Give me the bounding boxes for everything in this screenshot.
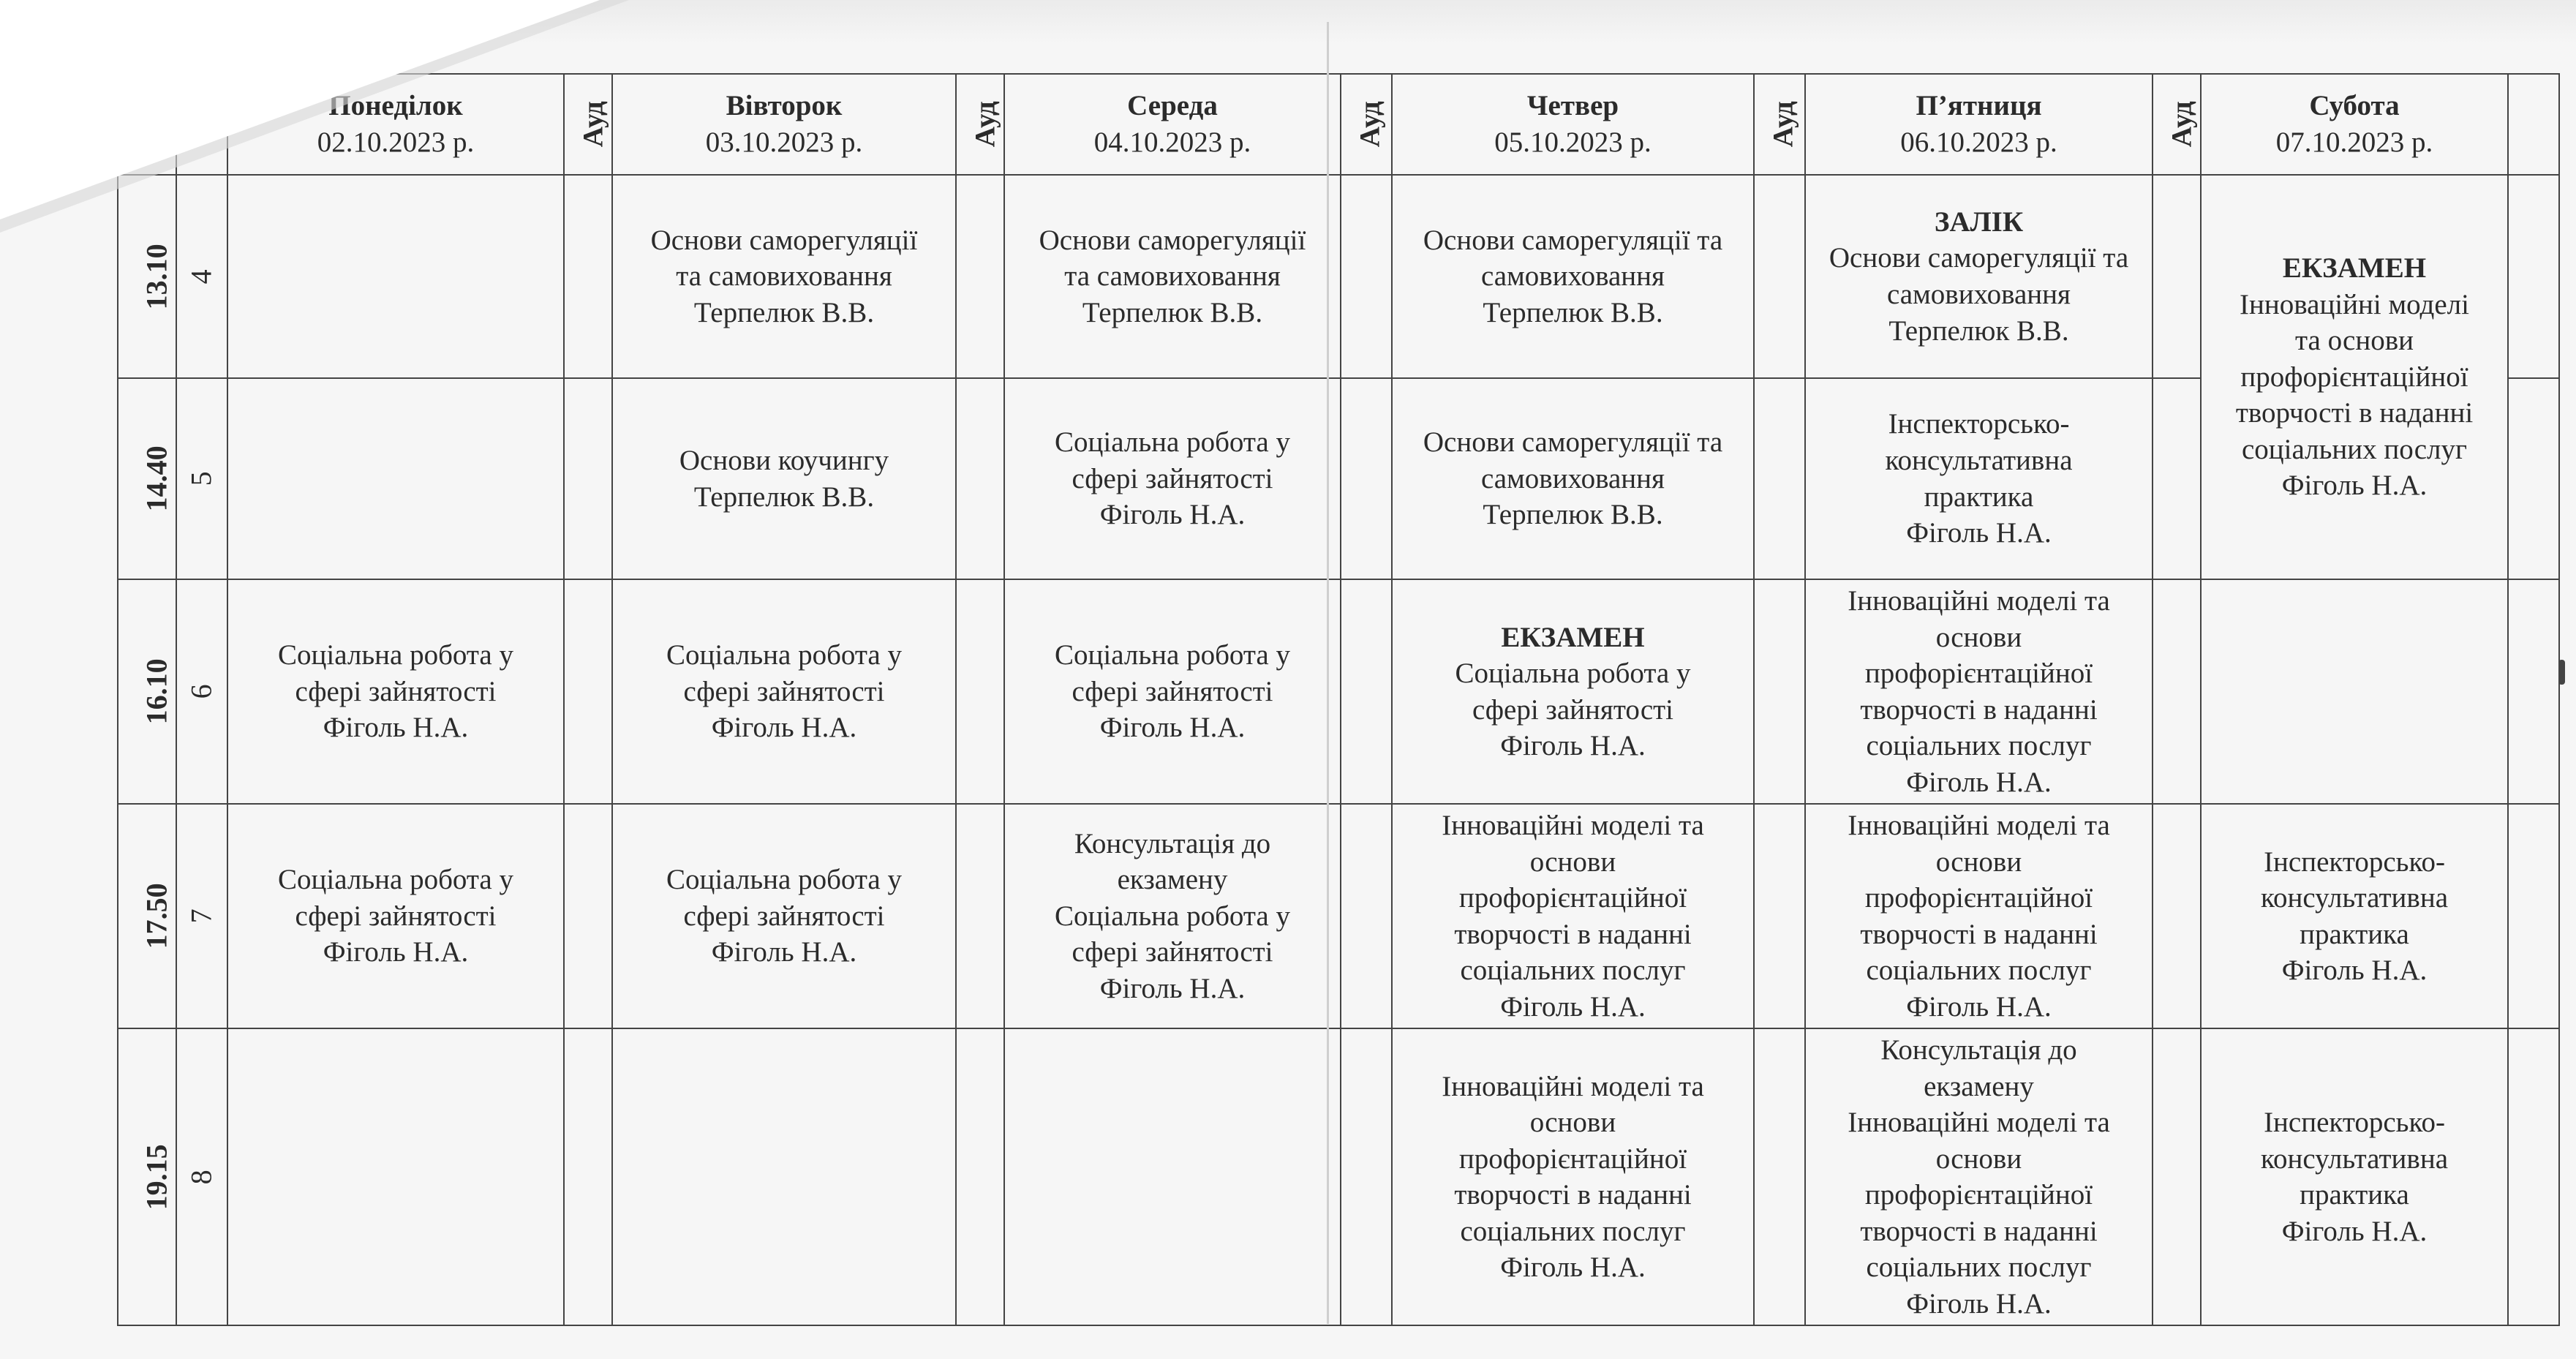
cell-mon-6: Соціальна робота у сфері зайнятості Фіголь Н.А. (227, 579, 564, 804)
pair-number: 6 (176, 579, 227, 804)
cell-tue-8 (612, 1028, 956, 1325)
aud-cell (2153, 804, 2201, 1028)
cell-mon-5 (227, 378, 564, 579)
schedule-row-5 (118, 378, 2559, 579)
page-fold-line (1327, 22, 1329, 1324)
aud-cell (2508, 378, 2559, 579)
aud-cell (1754, 175, 1805, 378)
aud-cell (956, 1028, 1004, 1325)
aud-cell (2508, 579, 2559, 804)
cell-wed-5: Соціальна робота у сфері зайнятості Фіголь Н.А. (1004, 378, 1341, 579)
header-thursday: Четвер 05.10.2023 р. (1392, 74, 1754, 175)
aud-cell (2153, 1028, 2201, 1325)
cell-sat-6 (2201, 579, 2508, 804)
aud-cell (2508, 804, 2559, 1028)
cell-tue-7: Соціальна робота у сфері зайнятості Фіголь Н.А. (612, 804, 956, 1028)
time-cell: 13.10 (118, 175, 176, 378)
cell-wed-4: Основи саморегуляції та самовиховання Терпелюк В.В. (1004, 175, 1341, 378)
paper-fold-corner (0, 0, 600, 219)
aud-cell (564, 1028, 612, 1325)
aud-cell (2508, 1028, 2559, 1325)
pair-number: 7 (176, 804, 227, 1028)
cell-thu-6: ЕКЗАМЕН Соціальна робота у сфері зайнятості Фіголь Н.А. (1392, 579, 1754, 804)
cell-wed-8 (1004, 1028, 1341, 1325)
aud-cell (956, 579, 1004, 804)
header-wednesday: Середа 04.10.2023 р. (1004, 74, 1341, 175)
header-saturday: Субота 07.10.2023 р. (2201, 74, 2508, 175)
aud-cell (564, 579, 612, 804)
cell-sat-4-5: ЕКЗАМЕН Інноваційні моделі та основи профорієнтаційної творчості в наданні соціальних послуг Фіголь Н.А. (2201, 175, 2508, 579)
aud-cell (1341, 579, 1392, 804)
cell-fri-7: Інноваційні моделі та основи профорієнтаційної творчості в наданні соціальних послуг Фіголь Н.А. (1805, 804, 2153, 1028)
aud-cell (956, 378, 1004, 579)
cell-fri-6: Інноваційні моделі та основи профорієнтаційної творчості в наданні соціальних послуг Фіголь Н.А. (1805, 579, 2153, 804)
aud-cell (2153, 579, 2201, 804)
aud-cell (1341, 175, 1392, 378)
aud-cell (564, 378, 612, 579)
aud-cell (956, 175, 1004, 378)
header-empty (2508, 74, 2559, 175)
aud-header: Ауд (1754, 74, 1805, 175)
aud-header: Ауд (1341, 74, 1392, 175)
schedule-row-7 (118, 804, 2559, 1028)
time-cell: 14.40 (118, 378, 176, 579)
aud-cell (956, 804, 1004, 1028)
schedule-table (117, 73, 2560, 1326)
aud-cell (1754, 378, 1805, 579)
aud-header: Ауд (564, 74, 612, 175)
header-monday: Понеділок 02.10.2023 р. (227, 74, 564, 175)
pair-number: 5 (176, 378, 227, 579)
cell-thu-7: Інноваційні моделі та основи профорієнтаційної творчості в наданні соціальних послуг Фіголь Н.А. (1392, 804, 1754, 1028)
cell-tue-5: Основи коучингу Терпелюк В.В. (612, 378, 956, 579)
aud-cell (1754, 1028, 1805, 1325)
cell-thu-5: Основи саморегуляції та самовиховання Терпелюк В.В. (1392, 378, 1754, 579)
aud-cell (1341, 804, 1392, 1028)
cell-mon-7: Соціальна робота у сфері зайнятості Фіголь Н.А. (227, 804, 564, 1028)
cell-thu-4: Основи саморегуляції та самовиховання Терпелюк В.В. (1392, 175, 1754, 378)
cell-wed-7: Консультація до екзамену Соціальна робота у сфері зайнятості Фіголь Н.А. (1004, 804, 1341, 1028)
pair-number: 8 (176, 1028, 227, 1325)
cell-fri-5: Інспекторсько- консультативна практика Фіголь Н.А. (1805, 378, 2153, 579)
aud-cell (2153, 175, 2201, 378)
aud-cell (1754, 804, 1805, 1028)
aud-cell (1341, 378, 1392, 579)
aud-cell (1754, 579, 1805, 804)
cell-thu-8: Інноваційні моделі та основи профорієнтаційної творчості в наданні соціальних послуг Фіголь Н.А. (1392, 1028, 1754, 1325)
aud-cell (1341, 1028, 1392, 1325)
pair-number: 4 (176, 175, 227, 378)
ink-mark (2558, 660, 2565, 685)
cell-sat-8: Інспекторсько- консультативна практика Фіголь Н.А. (2201, 1028, 2508, 1325)
aud-cell (2508, 175, 2559, 378)
time-cell: 19.15 (118, 1028, 176, 1325)
cell-fri-4: ЗАЛІК Основи саморегуляції та самовиховання Терпелюк В.В. (1805, 175, 2153, 378)
schedule-row-8 (118, 1028, 2559, 1325)
time-cell: 16.10 (118, 579, 176, 804)
aud-header: Ауд (2153, 74, 2201, 175)
header-tuesday: Вівторок 03.10.2023 р. (612, 74, 956, 175)
cell-mon-8 (227, 1028, 564, 1325)
header-friday: П’ятниця 06.10.2023 р. (1805, 74, 2153, 175)
cell-fri-8: Консультація до екзамену Інноваційні моделі та основи профорієнтаційної творчості в наданні соціальних послуг Фіголь Н.А. (1805, 1028, 2153, 1325)
time-cell: 17.50 (118, 804, 176, 1028)
aud-header: Ауд (956, 74, 1004, 175)
schedule-row-6 (118, 579, 2559, 804)
cell-tue-6: Соціальна робота у сфері зайнятості Фіголь Н.А. (612, 579, 956, 804)
cell-tue-4: Основи саморегуляції та самовиховання Терпелюк В.В. (612, 175, 956, 378)
cell-sat-7: Інспекторсько- консультативна практика Фіголь Н.А. (2201, 804, 2508, 1028)
aud-cell (564, 804, 612, 1028)
aud-cell (2153, 378, 2201, 579)
cell-wed-6: Соціальна робота у сфері зайнятості Фіголь Н.А. (1004, 579, 1341, 804)
